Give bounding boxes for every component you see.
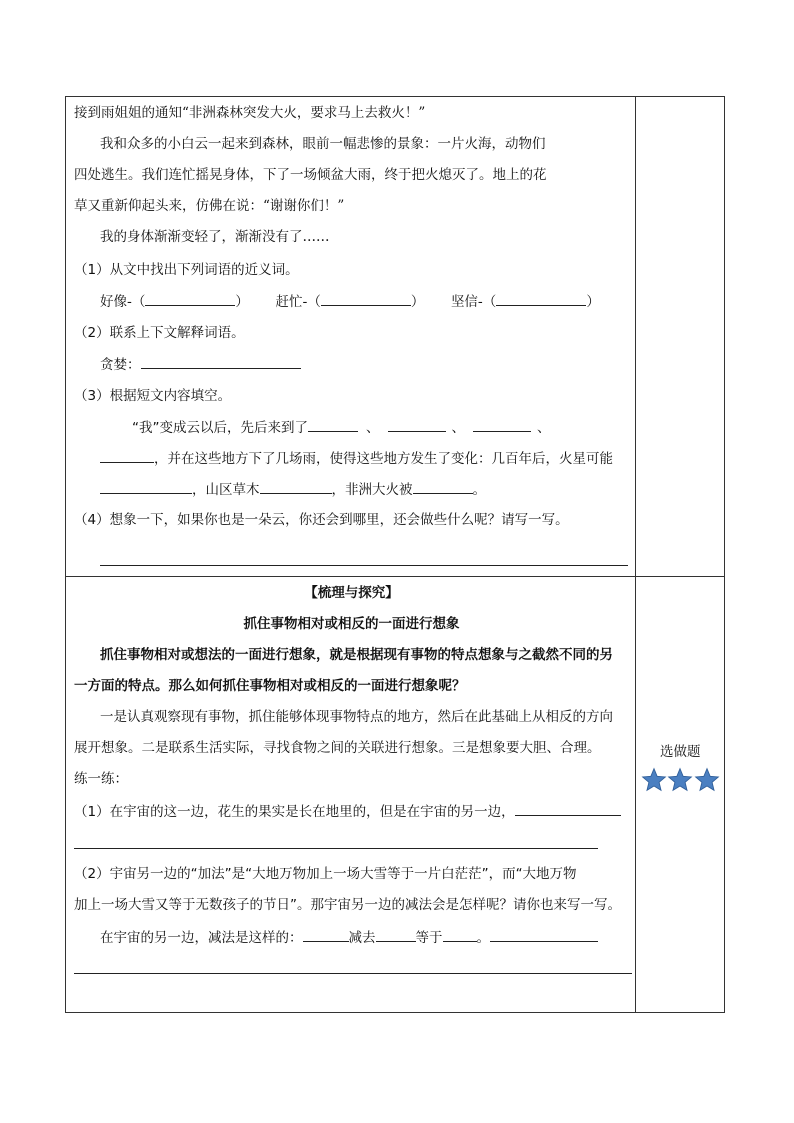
worksheet-table <box>65 96 725 1013</box>
question-3-line: ，山区草木 ，非洲大火被 。 <box>100 479 486 500</box>
question-3-line: ，并在这些地方下了几场雨，使得这些地方发生了变化：几百年后，火星可能 <box>100 448 613 469</box>
passage-line: 我和众多的小白云一起来到森林，眼前一幅悲惨的景象：一片火海，动物们 <box>100 136 546 152</box>
answer-blank[interactable] <box>376 927 416 942</box>
answer-blank[interactable] <box>308 417 358 432</box>
explore-section-cell <box>66 577 636 1013</box>
bold-paragraph-line: 抓住事物相对或想法的一面进行想象，就是根据现有事物的特点想象与之截然不同的另 <box>100 647 613 663</box>
answer-blank[interactable] <box>515 801 621 816</box>
section-heading: 【梳理与探究】 <box>304 585 399 601</box>
star-icon <box>667 767 693 793</box>
answer-blank[interactable] <box>100 479 192 494</box>
optional-cell <box>636 577 725 1013</box>
star-icon <box>641 767 667 793</box>
passage-line: 草又重新仰起头来，仿佛在说：“谢谢你们！” <box>74 198 345 214</box>
difficulty-stars <box>636 767 724 797</box>
answer-blank[interactable] <box>496 291 586 306</box>
passage-line: 我的身体渐渐变轻了，渐渐没有了…… <box>100 229 330 245</box>
side-cell <box>636 97 725 577</box>
practice-label: 练一练： <box>74 771 128 787</box>
answer-blank[interactable] <box>388 417 446 432</box>
paragraph-line: 展开想象。二是联系生活实际，寻找食物之间的关联进行想象。三是想象要大胆、合理。 <box>74 740 601 756</box>
practice-3-line: 在宇宙的另一边，减法是这样的： 减去 等于 。 <box>100 927 598 948</box>
practice-1: （1）在宇宙的这一边，花生的果实是长在地里的，但是在宇宙的另一边， <box>74 801 621 822</box>
q1-word: 坚信-（ <box>450 294 497 310</box>
section-subheading: 抓住事物相对或相反的一面进行想象 <box>243 616 460 632</box>
answer-blank[interactable] <box>321 291 411 306</box>
answer-blank[interactable] <box>141 354 301 369</box>
paragraph-line: 一是认真观察现有事物，抓住能够体现事物特点的地方，然后在此基础上从相反的方向 <box>100 709 613 725</box>
answer-blank[interactable] <box>413 479 473 494</box>
answer-line[interactable] <box>74 973 632 974</box>
answer-blank[interactable] <box>145 291 235 306</box>
question-3-prompt: （3）根据短文内容填空。 <box>74 388 232 404</box>
question-2-item: 贪婪： <box>100 354 301 375</box>
question-1-items: 好像-（ ） 赶忙-（ ） 坚信-（ ） <box>100 291 600 312</box>
answer-blank[interactable] <box>303 927 349 942</box>
passage-line: 四处逃生。我们连忙摇晃身体，下了一场倾盆大雨，终于把火熄灭了。地上的花 <box>74 167 547 183</box>
bold-paragraph-line: 一方面的特点。那么如何抓住事物相对或相反的一面进行想象呢？ <box>74 678 466 694</box>
answer-blank[interactable] <box>260 479 332 494</box>
question-1-prompt: （1）从文中找出下列词语的近义词。 <box>74 262 299 278</box>
star-icon <box>694 767 720 793</box>
answer-line[interactable] <box>100 565 628 566</box>
reading-exercise-cell <box>66 97 636 577</box>
practice-2-line: 加上一场大雪又等于无数孩子的节日”。那宇宙另一边的减法会是怎样呢？请你也来写一写。 <box>74 897 621 913</box>
answer-blank[interactable] <box>490 927 598 942</box>
passage-line: 接到雨姐姐的通知“非洲森林突发大火，要求马上去救火！” <box>74 105 426 121</box>
answer-blank[interactable] <box>443 927 477 942</box>
answer-line[interactable] <box>74 848 598 849</box>
answer-blank[interactable] <box>100 448 154 463</box>
practice-2-line: （2）宇宙另一边的“加法”是“大地万物加上一场大雪等于一片白茫茫”，而“大地万物 <box>74 866 577 882</box>
q1-word: 赶忙-（ <box>275 294 321 310</box>
optional-label: 选做题 <box>660 744 701 760</box>
question-2-prompt: （2）联系上下文解释词语。 <box>74 325 245 341</box>
answer-blank[interactable] <box>473 417 531 432</box>
q1-word: 好像-（ <box>100 294 146 310</box>
question-4-prompt: （4）想象一下，如果你也是一朵云，你还会到哪里，还会做些什么呢？请写一写。 <box>74 512 569 528</box>
question-3-line: “我”变成云以后，先后来到了 、 、 、 <box>132 417 551 438</box>
